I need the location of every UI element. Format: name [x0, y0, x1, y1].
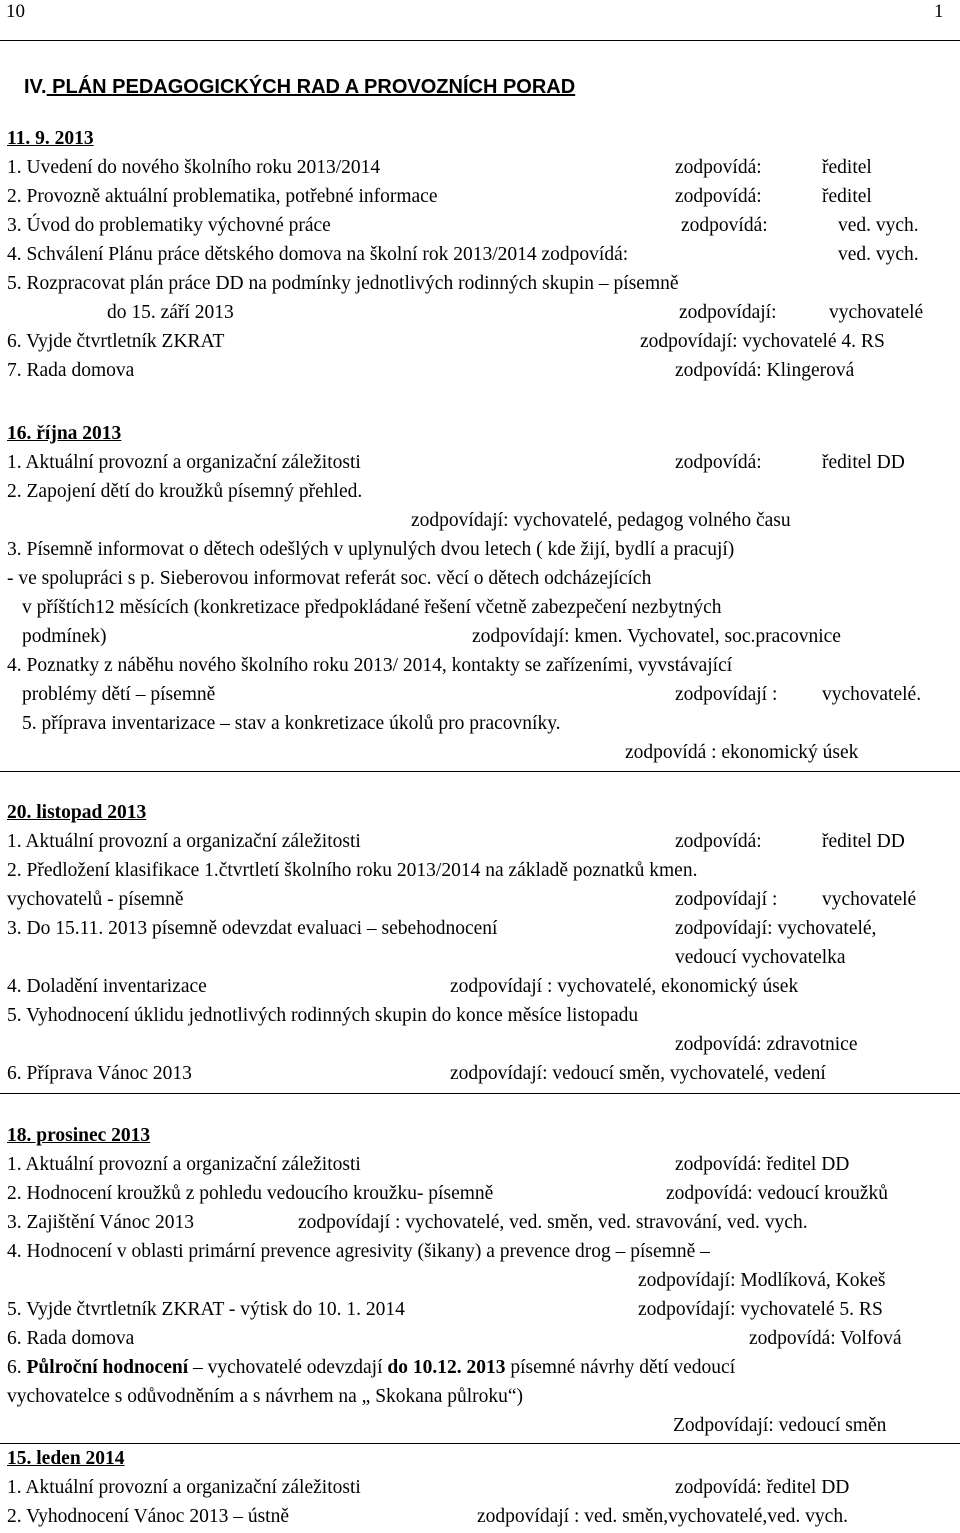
- header-rule: [0, 40, 960, 41]
- responsible: zodpovídají: vychovatelé 4. RS: [640, 331, 885, 352]
- section-date: 16. října 2013: [7, 423, 122, 444]
- chapter-title-num: IV.: [24, 76, 47, 98]
- responsible-label: zodpovídají:: [679, 302, 777, 323]
- agenda-item: do 15. září 2013: [107, 302, 234, 323]
- agenda-item: 5. Vyjde čtvrtletník ZKRAT - výtisk do 10. 1. 2014: [7, 1299, 405, 1320]
- polrocni-text: písemné návrhy dětí vedoucí: [505, 1357, 736, 1378]
- polrocni-bold-date: do 10.12. 2013: [387, 1357, 506, 1378]
- responsible: zodpovídají : ved. směn,vychovatelé,ved. vych.: [477, 1506, 848, 1527]
- responsible-person: ved. vych.: [838, 244, 919, 265]
- responsible: zodpovídají : vychovatelé, ekonomický úsek: [450, 976, 799, 997]
- polrocni-num: 6.: [7, 1357, 27, 1378]
- polrocni-item: [7, 1358, 735, 1378]
- responsible: zodpovídá: Volfová: [749, 1328, 902, 1349]
- section-divider: [0, 1093, 960, 1094]
- agenda-item: 4. Poznatky z náběhu nového školního roku 2013/ 2014, kontakty se zařízeními, vyvstávající: [7, 655, 733, 676]
- agenda-item: vychovatelů - písemně: [7, 889, 184, 910]
- responsible: zodpovídá: zdravotnice: [675, 1034, 858, 1055]
- responsible-person: ved. vych.: [838, 215, 919, 236]
- agenda-item: 3. Zajištění Vánoc 2013: [7, 1212, 195, 1233]
- responsible: zodpovídá: Klingerová: [675, 360, 855, 381]
- responsible: zodpovídají: vychovatelé,: [675, 918, 877, 939]
- agenda-item: 6. Příprava Vánoc 2013: [7, 1063, 192, 1084]
- section-date: 18. prosinec 2013: [7, 1125, 151, 1146]
- agenda-item: 6. Vyjde čtvrtletník ZKRAT: [7, 331, 225, 352]
- responsible: zodpovídá: ředitel DD: [675, 1154, 850, 1175]
- polrocni-bold-title: Půlroční hodnocení: [26, 1357, 189, 1378]
- responsible: vedoucí vychovatelka: [675, 947, 846, 968]
- responsible-person: ředitel: [822, 186, 872, 207]
- page-number-left: 10: [6, 1, 25, 22]
- agenda-item: 1. Aktuální provozní a organizační záležitosti: [7, 452, 361, 473]
- page-number-right: 1: [934, 1, 944, 22]
- responsible-person: ředitel DD: [822, 452, 905, 473]
- agenda-item: 3. Písemně informovat o dětech odešlých v uplynulých dvou letech ( kde žijí, bydlí a pracují): [7, 539, 735, 560]
- agenda-item: 2. Hodnocení kroužků z pohledu vedoucího kroužku- písemně: [7, 1183, 494, 1204]
- agenda-item: 4. Doladění inventarizace: [7, 976, 207, 997]
- responsible: zodpovídá : ekonomický úsek: [625, 742, 859, 763]
- agenda-item: 1. Uvedení do nového školního roku 2013/2014: [7, 157, 381, 178]
- agenda-item: 5. Vyhodnocení úklidu jednotlivých rodinných skupin do konce měsíce listopadu: [7, 1005, 639, 1026]
- agenda-item: 2. Předložení klasifikace 1.čtvrtletí školního roku 2013/2014 na základě poznatků kmen.: [7, 860, 698, 881]
- agenda-item: 5. příprava inventarizace – stav a konkretizace úkolů pro pracovníky.: [22, 713, 561, 734]
- responsible: zodpovídá: ředitel DD: [675, 1477, 850, 1498]
- agenda-item: problémy dětí – písemně: [22, 684, 216, 705]
- responsible: zodpovídají: vychovatelé 5. RS: [638, 1299, 883, 1320]
- agenda-item: 2. Provozně aktuální problematika, potřebné informace: [7, 186, 438, 207]
- chapter-title-text: PLÁN PEDAGOGICKÝCH RAD A PROVOZNÍCH PORAD: [46, 76, 576, 98]
- agenda-item: 4. Schválení Plánu práce dětského domova na školní rok 2013/2014 zodpovídá:: [7, 244, 629, 265]
- responsible-label: zodpovídá:: [675, 186, 762, 207]
- responsible: zodpovídají: kmen. Vychovatel, soc.pracovnice: [472, 626, 841, 647]
- responsible: zodpovídají : vychovatelé, ved. směn, ved. stravování, ved. vych.: [298, 1212, 808, 1233]
- section-divider: [0, 1443, 960, 1444]
- agenda-item: 7. Rada domova: [7, 360, 135, 381]
- agenda-item: 1. Aktuální provozní a organizační záležitosti: [7, 831, 361, 852]
- responsible-label: zodpovídá:: [675, 452, 762, 473]
- responsible-label: zodpovídají :: [675, 684, 778, 705]
- responsible-person: vychovatelé: [822, 889, 917, 910]
- agenda-item: 4. Hodnocení v oblasti primární prevence agresivity (šikany) a prevence drog – písemně –: [7, 1241, 710, 1262]
- agenda-item: 1. Aktuální provozní a organizační záležitosti: [7, 1154, 361, 1175]
- polrocni-continuation: vychovatelce s odůvodněním a s návrhem na „ Skokana půlroku“): [7, 1386, 524, 1407]
- responsible-person: vychovatelé: [829, 302, 924, 323]
- responsible-person: ředitel DD: [822, 831, 905, 852]
- section-date: 15. leden 2014: [7, 1448, 125, 1469]
- agenda-item: - ve spolupráci s p. Sieberovou informovat referát soc. věcí o dětech odcházejících: [7, 568, 652, 589]
- polrocni-text: – vychovatelé odevzdají: [188, 1357, 388, 1378]
- agenda-item: v příštích12 měsících (konkretizace předpokládané řešení včetně zabezpečení nezbytných: [22, 597, 722, 618]
- agenda-item: 3. Do 15.11. 2013 písemně odevzdat evaluaci – sebehodnocení: [7, 918, 498, 939]
- responsible-label: zodpovídá:: [675, 157, 762, 178]
- responsible: Zodpovídají: vedoucí směn: [673, 1415, 887, 1436]
- responsible-person: vychovatelé.: [822, 684, 922, 705]
- section-divider: [0, 771, 960, 772]
- section-date: 20. listopad 2013: [7, 802, 147, 823]
- agenda-item: 6. Rada domova: [7, 1328, 135, 1349]
- agenda-item: 1. Aktuální provozní a organizační záležitosti: [7, 1477, 361, 1498]
- agenda-item: podmínek): [22, 626, 107, 647]
- chapter-title: [24, 77, 575, 97]
- section-date: 11. 9. 2013: [7, 128, 94, 149]
- responsible: zodpovídají: Modlíková, Kokeš: [638, 1270, 886, 1291]
- responsible: zodpovídá: vedoucí kroužků: [666, 1183, 889, 1204]
- agenda-item: 3. Úvod do problematiky výchovné práce: [7, 215, 331, 236]
- agenda-item: 2. Vyhodnocení Vánoc 2013 – ústně: [7, 1506, 289, 1527]
- responsible: zodpovídají: vedoucí směn, vychovatelé, vedení: [450, 1063, 826, 1084]
- responsible: zodpovídají: vychovatelé, pedagog volného času: [411, 510, 791, 531]
- responsible-label: zodpovídá:: [681, 215, 768, 236]
- agenda-item: 2. Zapojení dětí do kroužků písemný přehled.: [7, 481, 363, 502]
- responsible-label: zodpovídá:: [675, 831, 762, 852]
- agenda-item: 5. Rozpracovat plán práce DD na podmínky jednotlivých rodinných skupin – písemně: [7, 273, 679, 294]
- responsible-label: zodpovídají :: [675, 889, 778, 910]
- responsible-person: ředitel: [822, 157, 872, 178]
